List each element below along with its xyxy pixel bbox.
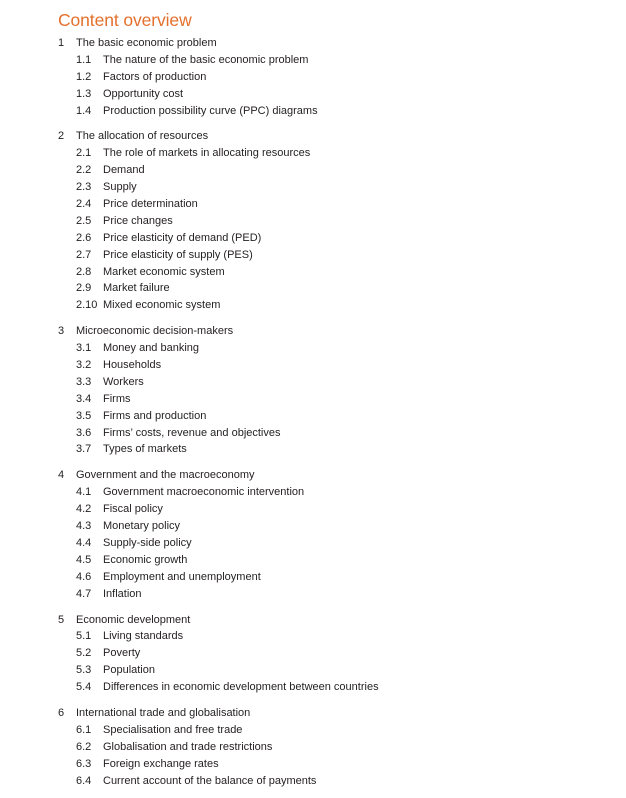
page-title: Content overview [58,10,192,30]
subsection-number: 4.5 [76,553,92,566]
section-number: 2 [58,130,65,143]
subsection-title: The role of markets in allocating resources [103,147,311,160]
subsection-number: 1.1 [76,53,92,66]
subsection-title: Economic growth [103,553,188,566]
section-heading [0,35,626,52]
section-title: The basic economic problem [76,37,217,49]
toc-section [0,35,626,119]
subsection-number: 4.3 [76,520,92,533]
subsection-item [0,535,626,552]
subsection-number: 3.2 [76,359,92,372]
subsection-item [0,722,626,739]
toc-section [0,323,626,458]
subsection-number: 6.2 [76,740,92,753]
subsection-number: 2.4 [76,198,92,211]
section-number: 5 [58,613,65,626]
subsection-item [0,196,626,213]
subsection-item [0,773,626,790]
subsection-title: Firms’ costs, revenue and objectives [103,426,281,439]
section-number: 4 [58,469,65,482]
subsection-title: Living standards [103,630,184,643]
subsection-title: Supply-side policy [103,536,192,549]
section-heading [0,128,626,145]
subsection-item [0,69,626,86]
subsection-title: Specialisation and free trade [103,723,243,736]
section-title: Economic development [76,613,191,626]
subsection-item [0,484,626,501]
section-title: Government and the macroeconomy [76,469,255,482]
subsection-number: 6.3 [76,757,92,770]
toc-section [0,705,626,789]
subsection-number: 4.6 [76,570,92,583]
subsection-title: Market economic system [103,265,225,278]
subsection-number: 3.4 [76,392,92,405]
subsection-item [0,247,626,264]
subsection-item [0,628,626,645]
subsection-item [0,297,626,314]
subsection-item [0,408,626,425]
subsection-number: 2.10 [76,299,98,312]
subsection-number: 2.7 [76,248,92,261]
subsection-item [0,586,626,603]
subsection-number: 2.2 [76,164,92,177]
subsection-title: Households [103,359,162,372]
subsection-title: Factors of production [103,70,207,83]
subsection-title: Differences in economic development between countries [103,681,379,694]
subsection-title: Workers [103,375,144,388]
subsection-title: Current account of the balance of payments [103,774,317,787]
subsection-item [0,679,626,696]
subsection-number: 3.7 [76,443,92,456]
subsection-item [0,264,626,281]
subsection-number: 2.9 [76,282,92,295]
subsection-number: 5.3 [76,664,92,677]
subsection-number: 2.3 [76,181,92,194]
subsection-title: Opportunity cost [103,87,184,100]
subsection-item [0,552,626,569]
subsection-number: 1.3 [76,87,92,100]
subsection-number: 4.7 [76,587,92,600]
subsection-title: Price elasticity of demand (PED) [103,231,262,244]
subsection-number: 5.2 [76,647,92,660]
subsection-title: Price determination [103,198,198,211]
subsection-title: Government macroeconomic intervention [103,486,305,499]
subsection-title: Foreign exchange rates [103,757,219,770]
subsection-number: 3.5 [76,409,92,422]
subsection-item [0,569,626,586]
subsection-item [0,357,626,374]
subsection-item [0,441,626,458]
subsection-item [0,162,626,179]
subsection-title: Fiscal policy [103,503,163,516]
subsection-number: 1.4 [76,104,92,117]
subsection-number: 6.4 [76,774,92,787]
subsection-number: 2.8 [76,265,92,278]
content-overview-list [0,35,626,798]
subsection-number: 5.1 [76,630,92,643]
subsection-number: 3.3 [76,375,92,388]
subsection-item [0,374,626,391]
toc-section [0,612,626,696]
subsection-title: Inflation [103,587,142,600]
subsection-item [0,645,626,662]
subsection-item [0,86,626,103]
subsection-title: Price changes [103,214,173,227]
subsection-title: Types of markets [103,443,187,456]
subsection-number: 5.4 [76,681,92,694]
subsection-item [0,425,626,442]
subsection-number: 2.6 [76,231,92,244]
subsection-title: Firms [103,392,131,405]
subsection-title: Supply [103,181,137,194]
section-number: 3 [58,325,65,338]
section-number: 6 [58,706,65,719]
subsection-number: 2.5 [76,214,92,227]
subsection-item [0,391,626,408]
subsection-item [0,739,626,756]
subsection-number: 4.4 [76,536,92,549]
subsection-number: 4.1 [76,486,92,499]
subsection-item [0,103,626,120]
subsection-title: Firms and production [103,409,207,422]
section-heading [0,612,626,629]
subsection-title: Globalisation and trade restrictions [103,740,273,753]
subsection-title: Mixed economic system [103,299,221,312]
subsection-number: 3.1 [76,342,92,355]
subsection-item [0,230,626,247]
section-heading [0,323,626,340]
subsection-number: 3.6 [76,426,92,439]
subsection-title: Production possibility curve (PPC) diagrams [103,104,318,117]
subsection-item [0,756,626,773]
subsection-title: Population [103,664,155,677]
subsection-title: Monetary policy [103,520,181,533]
subsection-title: Employment and unemployment [103,570,261,583]
subsection-title: Demand [103,164,145,177]
subsection-title: Poverty [103,647,141,660]
subsection-number: 6.1 [76,723,92,736]
subsection-title: Market failure [103,282,170,295]
subsection-title: The nature of the basic economic problem [103,53,309,66]
subsection-item [0,52,626,69]
section-title: Microeconomic decision-makers [76,325,234,338]
section-number: 1 [58,37,65,49]
subsection-item [0,179,626,196]
subsection-item [0,501,626,518]
section-heading [0,467,626,484]
toc-section [0,467,626,602]
subsection-item [0,280,626,297]
subsection-item [0,340,626,357]
subsection-item [0,662,626,679]
subsection-title: Money and banking [103,342,200,355]
section-heading [0,705,626,722]
section-title: The allocation of resources [76,130,209,143]
subsection-item [0,213,626,230]
subsection-number: 2.1 [76,147,92,160]
section-title: International trade and globalisation [76,706,251,719]
subsection-item [0,145,626,162]
toc-section [0,128,626,314]
subsection-number: 4.2 [76,503,92,516]
subsection-item [0,518,626,535]
subsection-number: 1.2 [76,70,92,83]
subsection-title: Price elasticity of supply (PES) [103,248,253,261]
